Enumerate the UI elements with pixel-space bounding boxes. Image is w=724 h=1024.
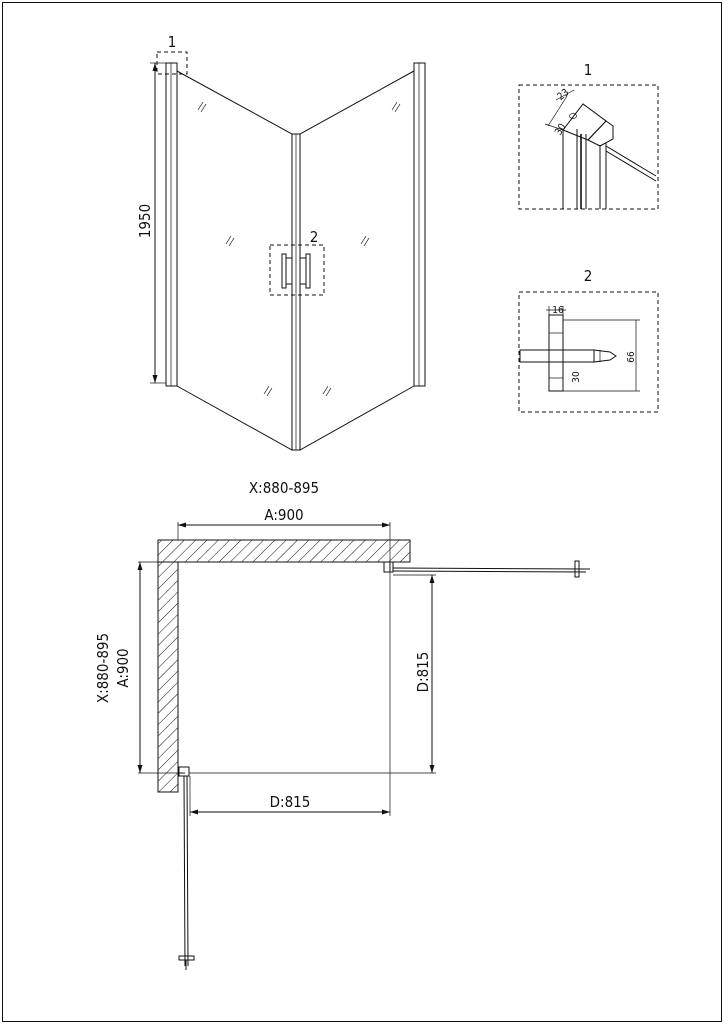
plan-left-range: X:880-895 (94, 632, 112, 704)
left-door-glass (177, 71, 292, 450)
detail-2-title: 2 (583, 267, 593, 285)
plan-view (94, 479, 590, 970)
detail-2-dim-bottom: 30 (571, 371, 582, 383)
detail-2-frame (519, 292, 658, 412)
detail-2-dim-side: 66 (626, 351, 637, 363)
hinge-bottom-left (179, 767, 189, 776)
wall-top (158, 540, 410, 562)
detail-1 (519, 61, 658, 209)
callout-label-2: 2 (309, 228, 319, 246)
plan-top-range: X:880-895 (248, 479, 320, 497)
right-wall-profile (414, 63, 425, 386)
glass-reflection-marks (198, 102, 400, 396)
detail-2 (519, 267, 658, 412)
enclosure-elevation (136, 33, 425, 450)
detail-2-dim-top: 16 (552, 305, 564, 316)
detail-1-dim-a: 23 (555, 87, 572, 103)
callout-label-1: 1 (167, 33, 177, 51)
right-door-glass (300, 71, 414, 450)
height-label: 1950 (136, 203, 154, 239)
callout-box-2 (270, 245, 324, 295)
plan-top-width: A:900 (264, 506, 304, 524)
plan-bottom-opening: D:815 (269, 793, 311, 811)
hinge-top-right (384, 562, 393, 572)
left-wall-profile (166, 63, 177, 386)
plan-right-opening: D:815 (414, 651, 432, 693)
detail-1-title: 1 (583, 61, 593, 79)
wall-left (158, 562, 178, 792)
detail-1-frame (519, 85, 658, 209)
detail-1-dim-b: 30 (553, 121, 569, 138)
plan-left-width: A:900 (114, 648, 132, 688)
